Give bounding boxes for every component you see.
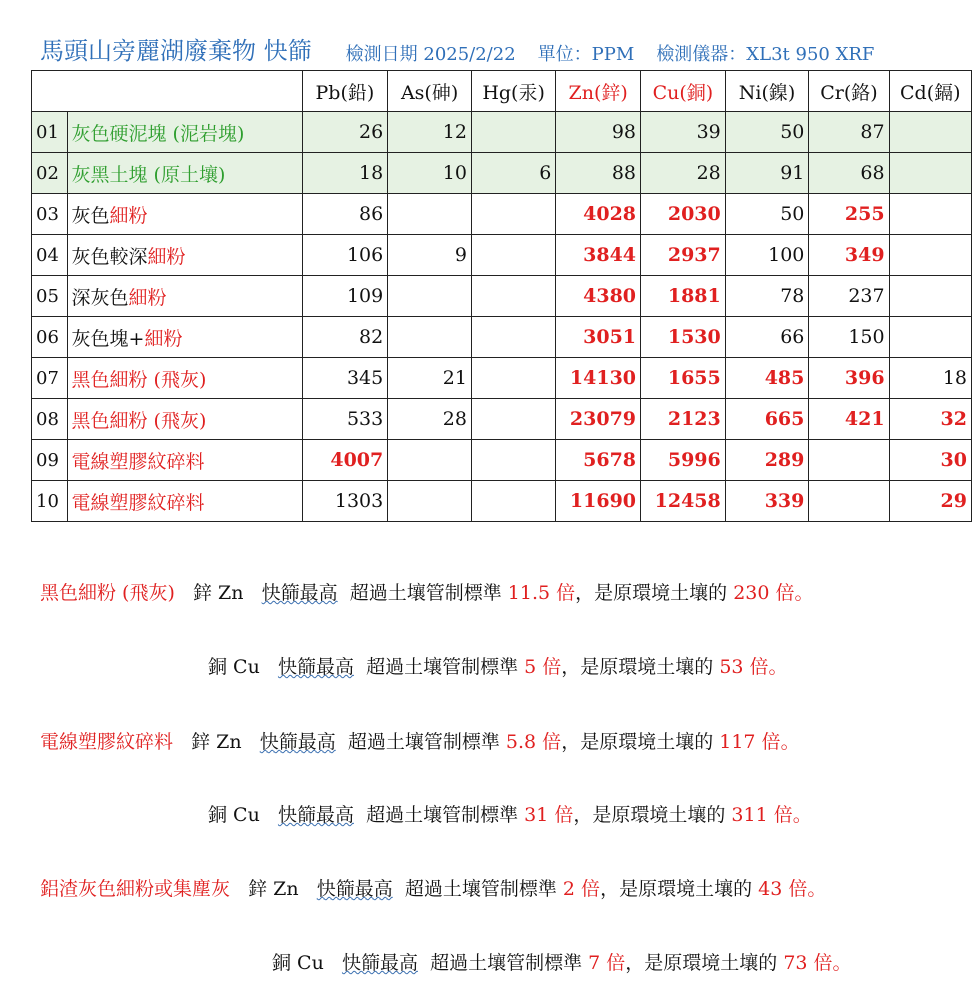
note-line [272,948,852,975]
note-text: ，是原環境土壤的 [573,804,726,826]
col-zn: Zn(鋅) [556,71,641,112]
cell-cd: 30 [889,440,971,481]
cell-ni: 66 [725,317,809,358]
cell-hg: 6 [471,153,555,194]
row-index: 03 [32,194,68,235]
note-sample-label: 黑色細粉 (飛灰) [40,582,175,604]
row-index: 09 [32,440,68,481]
sample-name-suffix: 細粉 [147,245,186,268]
cell-hg [471,440,555,481]
sample-name [67,317,302,358]
note-value: 2 倍 [562,878,601,900]
note-text: 超過土壤管制標準 [347,731,500,753]
note-line [208,652,788,679]
cell-zn: 4028 [556,194,641,235]
cell-hg [471,358,555,399]
note-text: 超過土壤管制標準 [366,656,519,678]
cell-zn: 3844 [556,235,641,276]
note-line [40,727,800,754]
note-end: 。 [768,656,788,678]
row-index: 04 [32,235,68,276]
note-value: 73 倍 [783,952,833,974]
note-metal: 銅 Cu [208,656,260,678]
sample-name: 電線塑膠紋碎料 [67,481,302,522]
cell-zn: 4380 [556,276,641,317]
table-row [32,358,972,399]
sample-name: 灰色硬泥塊 (泥岩塊) [67,112,302,153]
sample-name [67,194,302,235]
cell-cr: 87 [809,112,889,153]
table-row [32,153,972,194]
note-text: ，是原環境土壤的 [600,878,753,900]
col-cu: Cu(銅) [641,71,726,112]
cell-ni: 100 [725,235,809,276]
note-value: 311 倍 [731,804,793,826]
sample-name: 黑色細粉 (飛灰) [67,399,302,440]
note-text: ，是原環境土壤的 [561,656,714,678]
cell-cd: 32 [889,399,971,440]
note-value: 5 倍 [524,656,562,678]
cell-as: 21 [388,358,472,399]
cell-as [388,481,472,522]
note-keyword: 快篩最高 [261,582,338,604]
note-metal: 銅 Cu [272,952,324,974]
note-keyword: 快篩最高 [341,952,418,974]
note-text: 超過土壤管制標準 [430,952,583,974]
cell-ni: 50 [725,194,809,235]
col-cd: Cd(鎘) [889,71,971,112]
sample-name-suffix: 細粉 [128,286,167,309]
col-as: As(砷) [388,71,472,112]
cell-pb: 106 [302,235,388,276]
col-cr: Cr(鉻) [809,71,889,112]
test-date: 檢測日期 2025/2/22 [345,44,516,65]
cell-cr: 150 [809,317,889,358]
col-pb: Pb(鉛) [302,71,388,112]
cell-cu: 1881 [641,276,726,317]
header-corner-cell [32,71,303,112]
cell-cr: 349 [809,235,889,276]
note-keyword: 快篩最高 [259,731,336,753]
cell-as: 9 [388,235,472,276]
note-end: 。 [794,582,814,604]
cell-cr: 255 [809,194,889,235]
row-index: 05 [32,276,68,317]
cell-cd [889,153,971,194]
instrument-label: 檢測儀器：XL3t 950 XRF [656,44,875,65]
cell-ni: 339 [725,481,809,522]
note-metal: 鋅 Zn [191,731,242,753]
sample-name-prefix: 深灰色 [71,286,129,309]
cell-cu: 2123 [641,399,726,440]
cell-as: 10 [388,153,472,194]
table-row [32,317,972,358]
note-end: 。 [792,804,812,826]
cell-ni: 50 [725,112,809,153]
note-sample-label: 鋁渣灰色細粉或集塵灰 [40,878,231,900]
cell-zn: 14130 [556,358,641,399]
cell-zn: 5678 [556,440,641,481]
cell-pb: 4007 [302,440,388,481]
table-header-row [32,71,972,112]
cell-cu: 5996 [641,440,726,481]
note-value: 31 倍 [524,804,574,826]
cell-cu: 12458 [641,481,726,522]
row-index: 06 [32,317,68,358]
cell-cu: 1655 [641,358,726,399]
cell-hg [471,481,555,522]
row-index: 08 [32,399,68,440]
note-text: ，是原環境土壤的 [575,582,728,604]
note-keyword: 快篩最高 [316,878,393,900]
cell-hg [471,317,555,358]
cell-cd [889,194,971,235]
cell-cu: 39 [641,112,726,153]
note-value: 7 倍 [588,952,626,974]
cell-hg [471,112,555,153]
sample-name-suffix: 細粉 [144,327,183,350]
table-row [32,112,972,153]
table-row [32,481,972,522]
note-value: 230 倍 [733,582,795,604]
unit-label: 單位：PPM [537,44,635,65]
row-index: 10 [32,481,68,522]
cell-hg [471,235,555,276]
sample-name: 電線塑膠紋碎料 [67,440,302,481]
cell-pb: 1303 [302,481,388,522]
note-metal: 鋅 Zn [248,878,299,900]
cell-zn: 23079 [556,399,641,440]
cell-cd [889,317,971,358]
sample-name [67,235,302,276]
cell-ni: 289 [725,440,809,481]
cell-cd [889,276,971,317]
sample-name-prefix: 灰色較深 [71,245,148,268]
sample-name-prefix: 灰色 [71,204,110,227]
cell-pb: 533 [302,399,388,440]
cell-pb: 82 [302,317,388,358]
cell-hg [471,399,555,440]
cell-cr: 68 [809,153,889,194]
cell-cr: 396 [809,358,889,399]
sample-name: 黑色細粉 (飛灰) [67,358,302,399]
cell-as [388,194,472,235]
col-hg: Hg(汞) [471,71,555,112]
cell-ni: 78 [725,276,809,317]
cell-cr [809,440,889,481]
cell-hg [471,194,555,235]
note-text: 超過土壤管制標準 [349,582,502,604]
table-row [32,235,972,276]
note-value: 5.8 倍 [505,731,562,753]
note-text: 超過土壤管制標準 [404,878,557,900]
cell-zn: 88 [556,153,641,194]
cell-as [388,317,472,358]
note-text: 超過土壤管制標準 [366,804,519,826]
cell-pb: 86 [302,194,388,235]
note-line [40,578,814,605]
cell-cr: 237 [809,276,889,317]
cell-cr: 421 [809,399,889,440]
cell-cd: 18 [889,358,971,399]
col-ni: Ni(鎳) [725,71,809,112]
note-sample-label: 電線塑膠紋碎料 [40,731,174,753]
cell-cu: 2030 [641,194,726,235]
cell-pb: 18 [302,153,388,194]
note-line [40,874,826,901]
cell-as: 28 [388,399,472,440]
cell-as [388,440,472,481]
cell-as [388,276,472,317]
row-index: 07 [32,358,68,399]
cell-cd [889,235,971,276]
note-metal: 銅 Cu [208,804,260,826]
cell-as: 12 [388,112,472,153]
cell-pb: 26 [302,112,388,153]
report-header [40,30,960,66]
note-value: 11.5 倍 [507,582,576,604]
sample-name [67,276,302,317]
cell-cu: 2937 [641,235,726,276]
note-line [208,800,812,827]
cell-hg [471,276,555,317]
note-end: 。 [832,952,852,974]
report-title: 馬頭山旁麗湖廢棄物 快篩 [40,37,312,65]
cell-zn: 98 [556,112,641,153]
cell-pb: 345 [302,358,388,399]
cell-ni: 665 [725,399,809,440]
note-value: 53 倍 [719,656,769,678]
sample-name-suffix: 細粉 [109,204,148,227]
cell-pb: 109 [302,276,388,317]
table-row [32,399,972,440]
note-metal: 鋅 Zn [193,582,244,604]
note-keyword: 快篩最高 [277,804,354,826]
table-row [32,194,972,235]
sample-name: 灰黑土塊 (原土壤) [67,153,302,194]
note-end: 。 [807,878,827,900]
note-end: 。 [780,731,800,753]
row-index: 01 [32,112,68,153]
note-keyword: 快篩最高 [277,656,354,678]
cell-zn: 11690 [556,481,641,522]
table-row [32,276,972,317]
note-text: ，是原環境土壤的 [625,952,778,974]
cell-cd: 29 [889,481,971,522]
cell-cu: 28 [641,153,726,194]
cell-cr [809,481,889,522]
table-row [32,440,972,481]
cell-ni: 91 [725,153,809,194]
note-text: ，是原環境土壤的 [561,731,714,753]
cell-ni: 485 [725,358,809,399]
sample-name-prefix: 灰色塊+ [71,327,145,350]
cell-cu: 1530 [641,317,726,358]
row-index: 02 [32,153,68,194]
cell-cd [889,112,971,153]
results-table [31,70,972,522]
note-value: 43 倍 [758,878,808,900]
cell-zn: 3051 [556,317,641,358]
note-value: 117 倍 [719,731,781,753]
